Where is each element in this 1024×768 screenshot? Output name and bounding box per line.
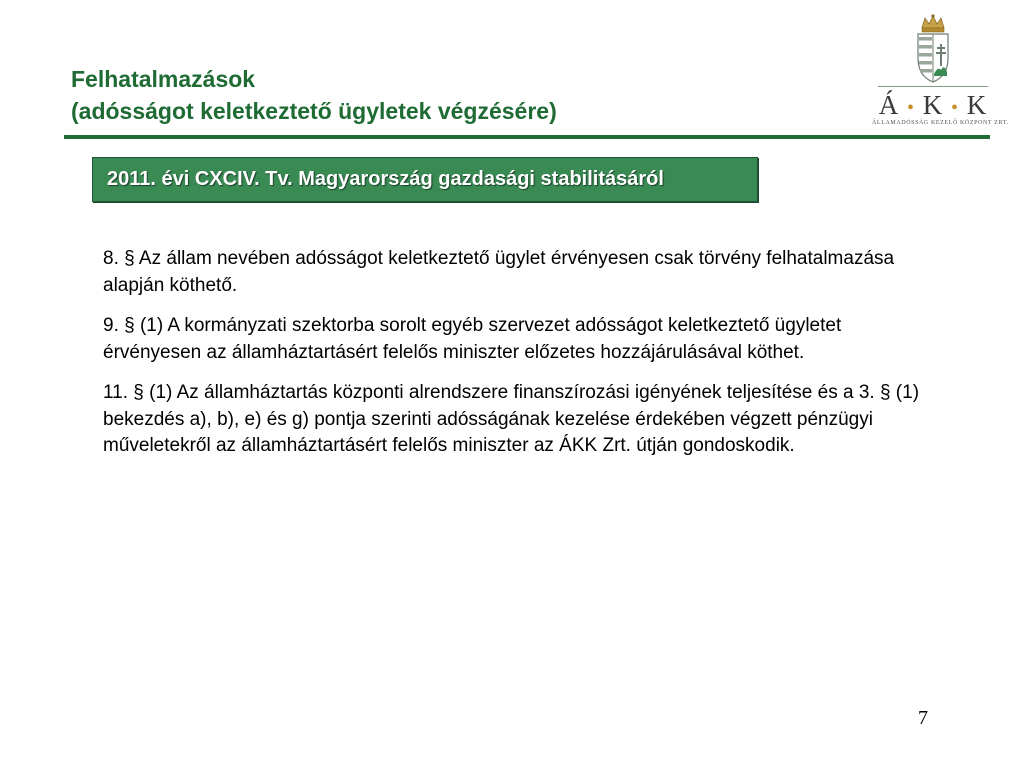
logo-letter-a: Á	[878, 90, 900, 120]
page-number: 7	[918, 707, 928, 729]
logo-dot-icon: •	[906, 97, 915, 119]
logo-subtitle: ÁLLAMADÓSSÁG KEZELŐ KÖZPONT ZRT.	[872, 120, 1009, 126]
slide-title-line2: (adósságot keletkeztető ügyletek végzésére)	[71, 98, 557, 124]
slide-title	[71, 63, 557, 127]
hungarian-coat-of-arms-icon	[912, 14, 954, 84]
title-divider	[64, 135, 990, 139]
paragraph-9: 9. § (1) A kormányzati szektorba sorolt egyéb szervezet adósságot keletkeztető ügyletet érvényesen az államháztartásért felelős miniszter előzetes hozzájárulásával köthet.	[103, 315, 842, 363]
law-banner-text: 2011. évi CXCIV. Tv. Magyarország gazdasági stabilitásáról	[107, 168, 664, 190]
logo-lettering	[872, 90, 994, 121]
logo-letter-k2: K	[966, 90, 988, 120]
paragraph-8: 8. § Az állam nevében adósságot keletkeztető ügylet érvényesen csak törvény felhatalmazása alapján köthető.	[103, 248, 895, 296]
akk-logo	[872, 12, 1009, 132]
logo-letter-k1: K	[922, 90, 944, 120]
paragraph-11: 11. § (1) Az államháztartás központi alrendszere finanszírozási igényének teljesítése és a 3. § (1) bekezdés a), b), e) és g) pontja szerinti adósságának kezelése érdekében végzett pénzügyi műveletekről az államháztartásért felelős miniszter az ÁKK Zrt. útján gondoskodik.	[103, 382, 920, 456]
logo-dot-icon: •	[951, 97, 960, 119]
logo-divider	[878, 86, 988, 87]
slide-title-line1: Felhatalmazások	[71, 66, 256, 92]
law-banner	[92, 157, 758, 202]
slide-body	[103, 246, 925, 474]
